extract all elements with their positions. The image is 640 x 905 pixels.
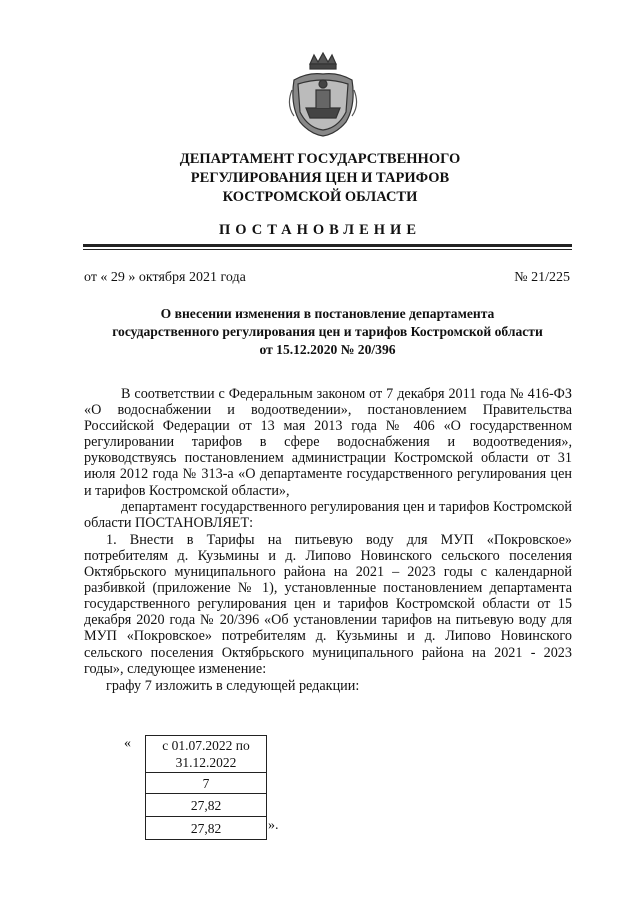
body-paragraph-preamble: В соответствии с Федеральным законом от 7 декабря 2011 года № 416-ФЗ «О водоснабжении и водоотведении», постановлением Правительства Российской Федерации от 13 мая 2013 года № 406 «О государственном регулировании тарифов в сфере водоснабжения и водоотведения», руководствуясь постановлением администрации Костромской области от 31 июля 2012 года № 313-а «О департаменте государственного регулирования цен и тарифов Костромской области», [84,386,572,499]
table-row [146,817,267,840]
body-paragraph-resolves: департамент государственного регулирования цен и тарифов Костромской области ПОСТАНОВЛЯЕТ: [84,498,572,531]
coat-of-arms-icon [288,50,358,138]
org-line-1: ДЕПАРТАМЕНТ ГОСУДАРСТВЕННОГО [179,151,461,167]
header-rule-thick [83,244,572,247]
org-line-3: КОСТРОМСКОЙ ОБЛАСТИ [222,189,418,205]
title-line-3: от 15.12.2020 № 20/396 [259,342,396,357]
document-title [80,305,575,359]
table-quote-open: « [124,736,131,751]
org-line-2: РЕГУЛИРОВАНИЯ ЦЕН И ТАРИФОВ [190,170,450,186]
table-row [146,794,267,817]
header-rule-thin [83,249,572,250]
body-paragraph-column-7: графу 7 изложить в следующей редакции: [106,677,360,694]
document-body [84,386,572,694]
table-cell-column-number: 7 [146,773,267,794]
document-type: ПОСТАНОВЛЕНИЕ [218,222,421,238]
tariff-column-table [145,735,267,840]
table-cell-period: с 01.07.2022 по 31.12.2022 [146,736,267,773]
table-quote-close: ». [268,818,279,833]
table-row [146,773,267,794]
document-date: от « 29 » октября 2021 года [84,270,246,285]
title-line-1: О внесении изменения в постановление департамента [160,306,495,321]
table-row [146,736,267,773]
title-line-2: государственного регулирования цен и тарифов Костромской области [112,324,543,339]
table-cell-tariff-1: 27,82 [146,794,267,817]
table-cell-tariff-2: 27,82 [146,817,267,840]
body-paragraph-item-1: 1. Внести в Тарифы на питьевую воду для МУП «Покровское» потребителям д. Кузьмины и д. Липово Новинского сельского поселения Октябрьского муниципального района на 2021 – 2023 годы с календарной разбивкой (приложение № 1), установленные постановлением департамента государственного регулирования цен и тарифов Костромской области от 15 декабря 2020 года № 20/396 «Об установлении тарифов на питьевую воду для МУП «Покровское» потребителям д. Кузьмины и д. Липово Новинского сельского поселения Октябрьского муниципального района на 2021 - 2023 годы», следующее изменение: [84,531,572,677]
document-number: № 21/225 [514,270,570,285]
organization-name [0,150,640,207]
